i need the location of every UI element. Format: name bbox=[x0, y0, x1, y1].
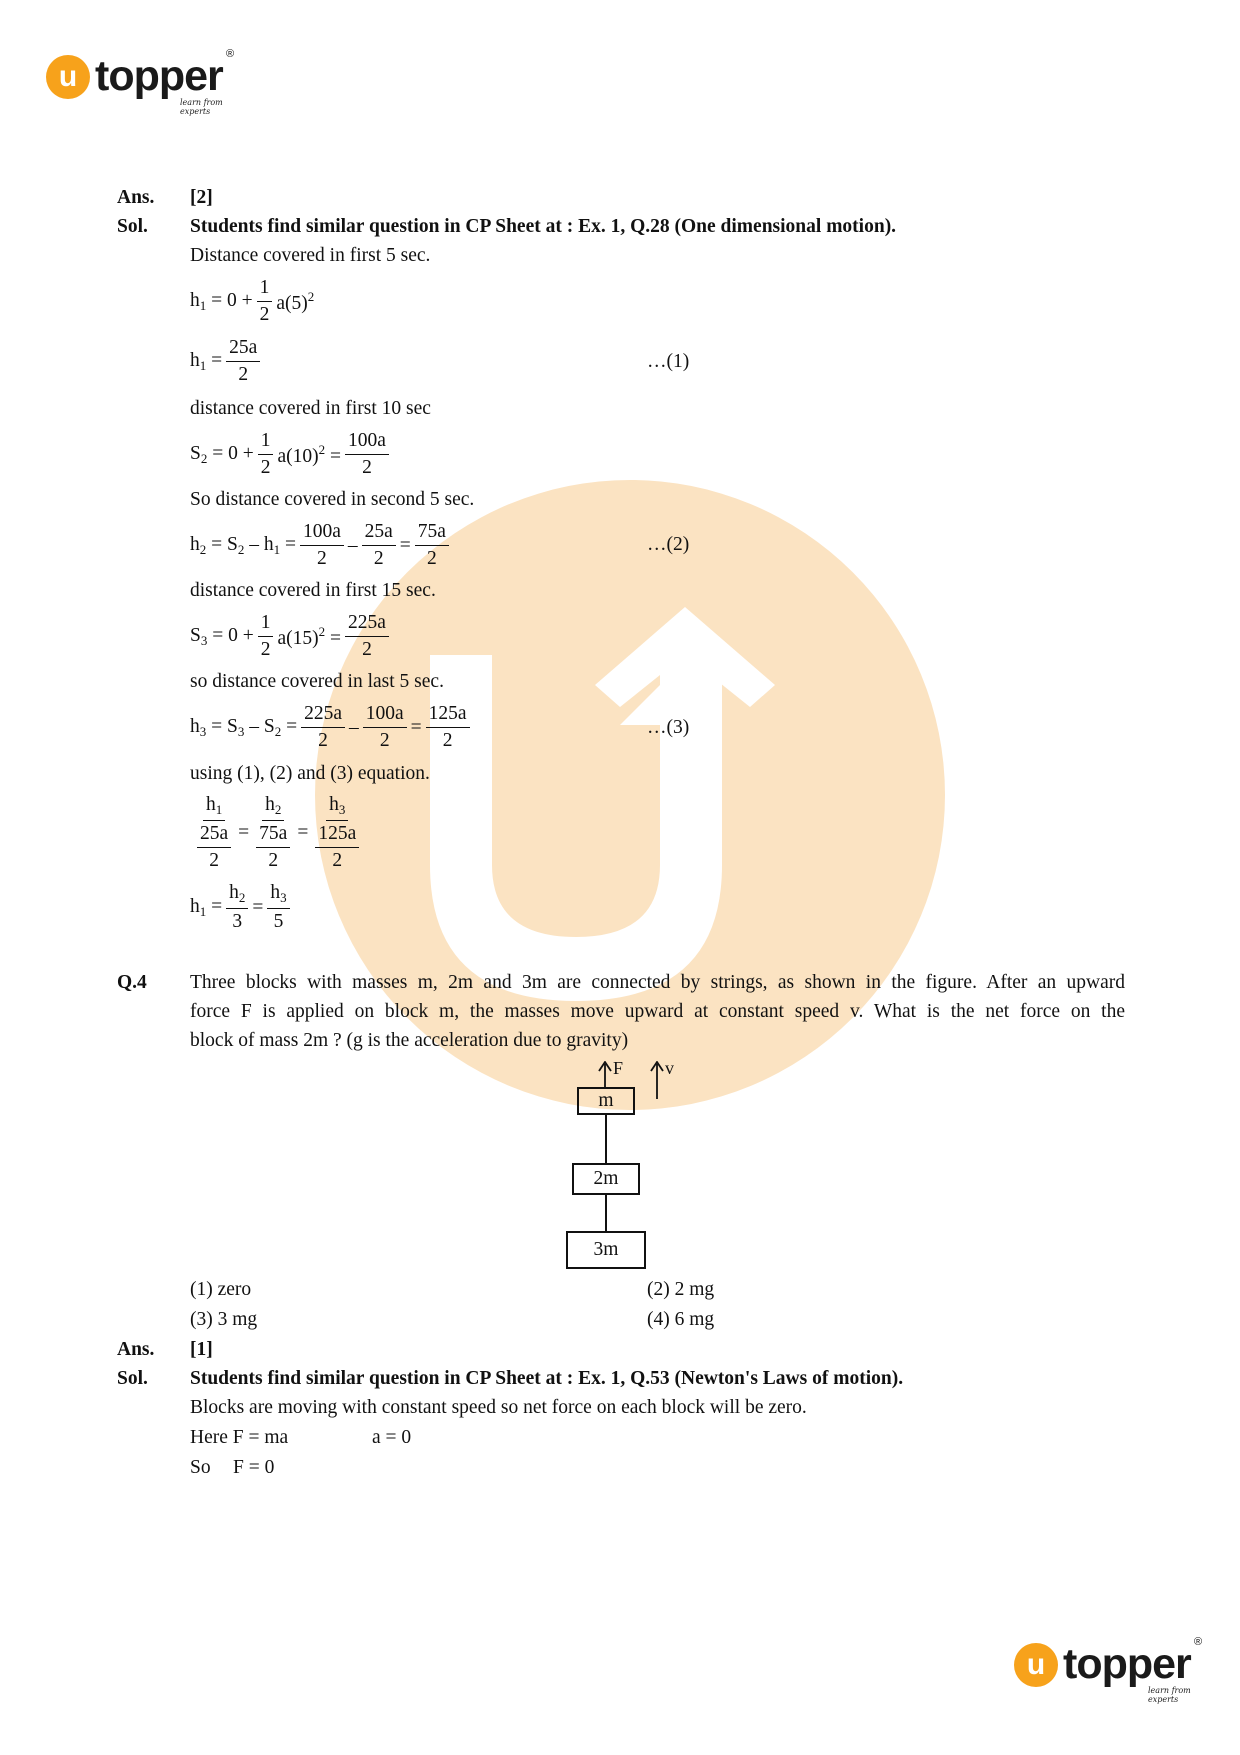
logo-tagline: learn from experts bbox=[180, 98, 223, 116]
brand-logo-top bbox=[46, 48, 235, 116]
option-1: (1) zero bbox=[190, 1279, 252, 1300]
equation-h3: $h_3 = S_3 - S_2$ = $\frac{225a}{2}$ – $\frac{100a}{2}$ = $\frac{125a}{2}$ bbox=[190, 704, 474, 752]
string-line bbox=[605, 1195, 607, 1231]
equation-tag: …(2) bbox=[647, 534, 690, 555]
sol-text-line: so distance covered in last 5 sec. bbox=[190, 671, 444, 692]
equation-h2: $h_2 = S_2 - h_1$ = $\frac{100a}{2}$ – $\frac{25a}{2}$ = $\frac{75a}{2}$ bbox=[190, 522, 453, 570]
logo-registered-mark: ® bbox=[1194, 1636, 1203, 1648]
sol-text-line: distance covered in first 15 sec. bbox=[190, 580, 436, 601]
question-text-line: block of mass 2m ? (g is the acceleration due to gravity) bbox=[190, 1030, 629, 1051]
option-2: (2) 2 mg bbox=[647, 1279, 715, 1300]
sol-text-line: F = 0 bbox=[233, 1457, 275, 1478]
ans-value: [2] bbox=[190, 187, 213, 208]
equation-s3: $S_3 = 0$ + $\frac{1}{2}$ $a(15)^2$ = $\frac{225a}{2}$ bbox=[190, 613, 393, 661]
ans-label: Ans. bbox=[117, 1339, 155, 1360]
brand-logo-bottom bbox=[1014, 1636, 1203, 1704]
sol-label: Sol. bbox=[117, 1368, 148, 1389]
logo-wordmark: topper bbox=[95, 52, 223, 100]
sol-text-line: So distance covered in second 5 sec. bbox=[190, 489, 475, 510]
option-3: (3) 3 mg bbox=[190, 1309, 258, 1330]
velocity-arrow-icon bbox=[650, 1061, 664, 1099]
arrow-up-icon bbox=[598, 1061, 612, 1087]
logo-wordmark: topper bbox=[1063, 1640, 1191, 1688]
question-number: Q.4 bbox=[117, 972, 147, 993]
equation-ratio: $\frac{h_1}{\frac{25a}{2}}$ = $\frac{h_2}{\frac{75a}{2}}$ = $\frac{h_3}{\frac{125a}{2}}$ bbox=[190, 795, 366, 872]
sol-text-line: Distance covered in first 5 sec. bbox=[190, 245, 431, 266]
sol-label: Sol. bbox=[117, 216, 148, 237]
equation-h1: $h_1 = 0$ + $\frac{1}{2}$ $a(5)^2$ bbox=[190, 277, 315, 326]
sol-text-line: distance covered in first 10 sec bbox=[190, 398, 431, 419]
sol-text-line: So bbox=[190, 1457, 211, 1478]
option-4: (4) 6 mg bbox=[647, 1309, 715, 1330]
equation-s2: $S_2 = 0$ + $\frac{1}{2}$ $a(10)^2$ = $\frac{100a}{2}$ bbox=[190, 431, 393, 479]
ans-label: Ans. bbox=[117, 187, 155, 208]
equation-h1-result: $h_1$ = $\frac{25a}{2}$ bbox=[190, 338, 264, 386]
logo-tagline: learn from experts bbox=[1148, 1686, 1191, 1704]
velocity-label: v bbox=[665, 1058, 674, 1078]
logo-registered-mark: ® bbox=[226, 48, 235, 60]
equation-tag: …(1) bbox=[647, 351, 690, 372]
sol-text-line: a = 0 bbox=[372, 1427, 412, 1448]
logo-u-icon: u bbox=[46, 55, 90, 99]
sol-reference: Students find similar question in CP Sheet at : Ex. 1, Q.53 (Newton's Laws of motion). bbox=[190, 1368, 904, 1389]
sol-reference: Students find similar question in CP Sheet at : Ex. 1, Q.28 (One dimensional motion). bbox=[190, 216, 897, 237]
ans-value: [1] bbox=[190, 1339, 213, 1360]
question-text-line: Three blocks with masses m, 2m and 3m are connected by strings, as shown in the figure. After an upward bbox=[190, 972, 1125, 993]
sol-text-line: Here F = ma bbox=[190, 1427, 289, 1448]
logo-u-icon: u bbox=[1014, 1643, 1058, 1687]
force-label: F bbox=[613, 1058, 624, 1078]
equation-ratio-simplified: $h_1$ = $\frac{h_2}{3}$ = $\frac{h_3}{5}$ bbox=[190, 883, 294, 932]
sol-text-line: Blocks are moving with constant speed so net force on each block will be zero. bbox=[190, 1397, 807, 1418]
equation-tag: …(3) bbox=[647, 717, 690, 738]
string-line bbox=[605, 1115, 607, 1163]
question-text-line: force F is applied on block m, the masses move upward at constant speed v. What is the net force on the bbox=[190, 1001, 1125, 1022]
sol-text-line: using (1), (2) and (3) equation. bbox=[190, 763, 430, 784]
block-2m: 2m bbox=[572, 1163, 640, 1195]
blocks-figure bbox=[555, 1055, 705, 1265]
block-m: m bbox=[577, 1087, 635, 1115]
block-3m: 3m bbox=[566, 1231, 646, 1269]
